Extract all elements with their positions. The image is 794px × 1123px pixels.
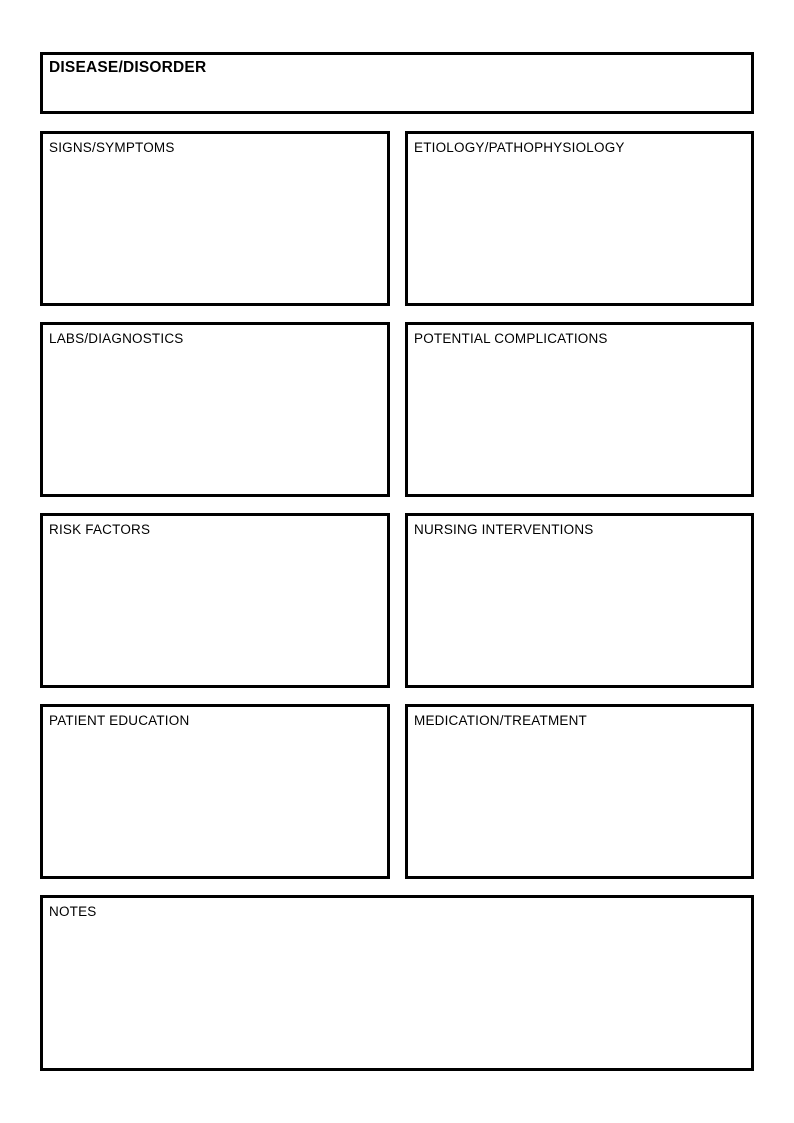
signs-symptoms-label: SIGNS/SYMPTOMS <box>49 140 175 155</box>
labs-diagnostics-label: LABS/DIAGNOSTICS <box>49 331 184 346</box>
labs-diagnostics-box[interactable] <box>40 322 390 497</box>
patient-education-label: PATIENT EDUCATION <box>49 713 190 728</box>
medication-treatment-box[interactable] <box>405 704 754 879</box>
etiology-pathophysiology-box[interactable] <box>405 131 754 306</box>
notes-label: NOTES <box>49 904 97 919</box>
notes-box[interactable] <box>40 895 754 1071</box>
patient-education-box[interactable] <box>40 704 390 879</box>
potential-complications-label: POTENTIAL COMPLICATIONS <box>414 331 608 346</box>
disease-disorder-field[interactable] <box>40 52 754 114</box>
nursing-interventions-label: NURSING INTERVENTIONS <box>414 522 594 537</box>
disease-disorder-label: DISEASE/DISORDER <box>49 59 207 76</box>
signs-symptoms-box[interactable] <box>40 131 390 306</box>
risk-factors-box[interactable] <box>40 513 390 688</box>
medication-treatment-label: MEDICATION/TREATMENT <box>414 713 587 728</box>
nursing-interventions-box[interactable] <box>405 513 754 688</box>
potential-complications-box[interactable] <box>405 322 754 497</box>
risk-factors-label: RISK FACTORS <box>49 522 151 537</box>
etiology-pathophysiology-label: ETIOLOGY/PATHOPHYSIOLOGY <box>414 140 625 155</box>
